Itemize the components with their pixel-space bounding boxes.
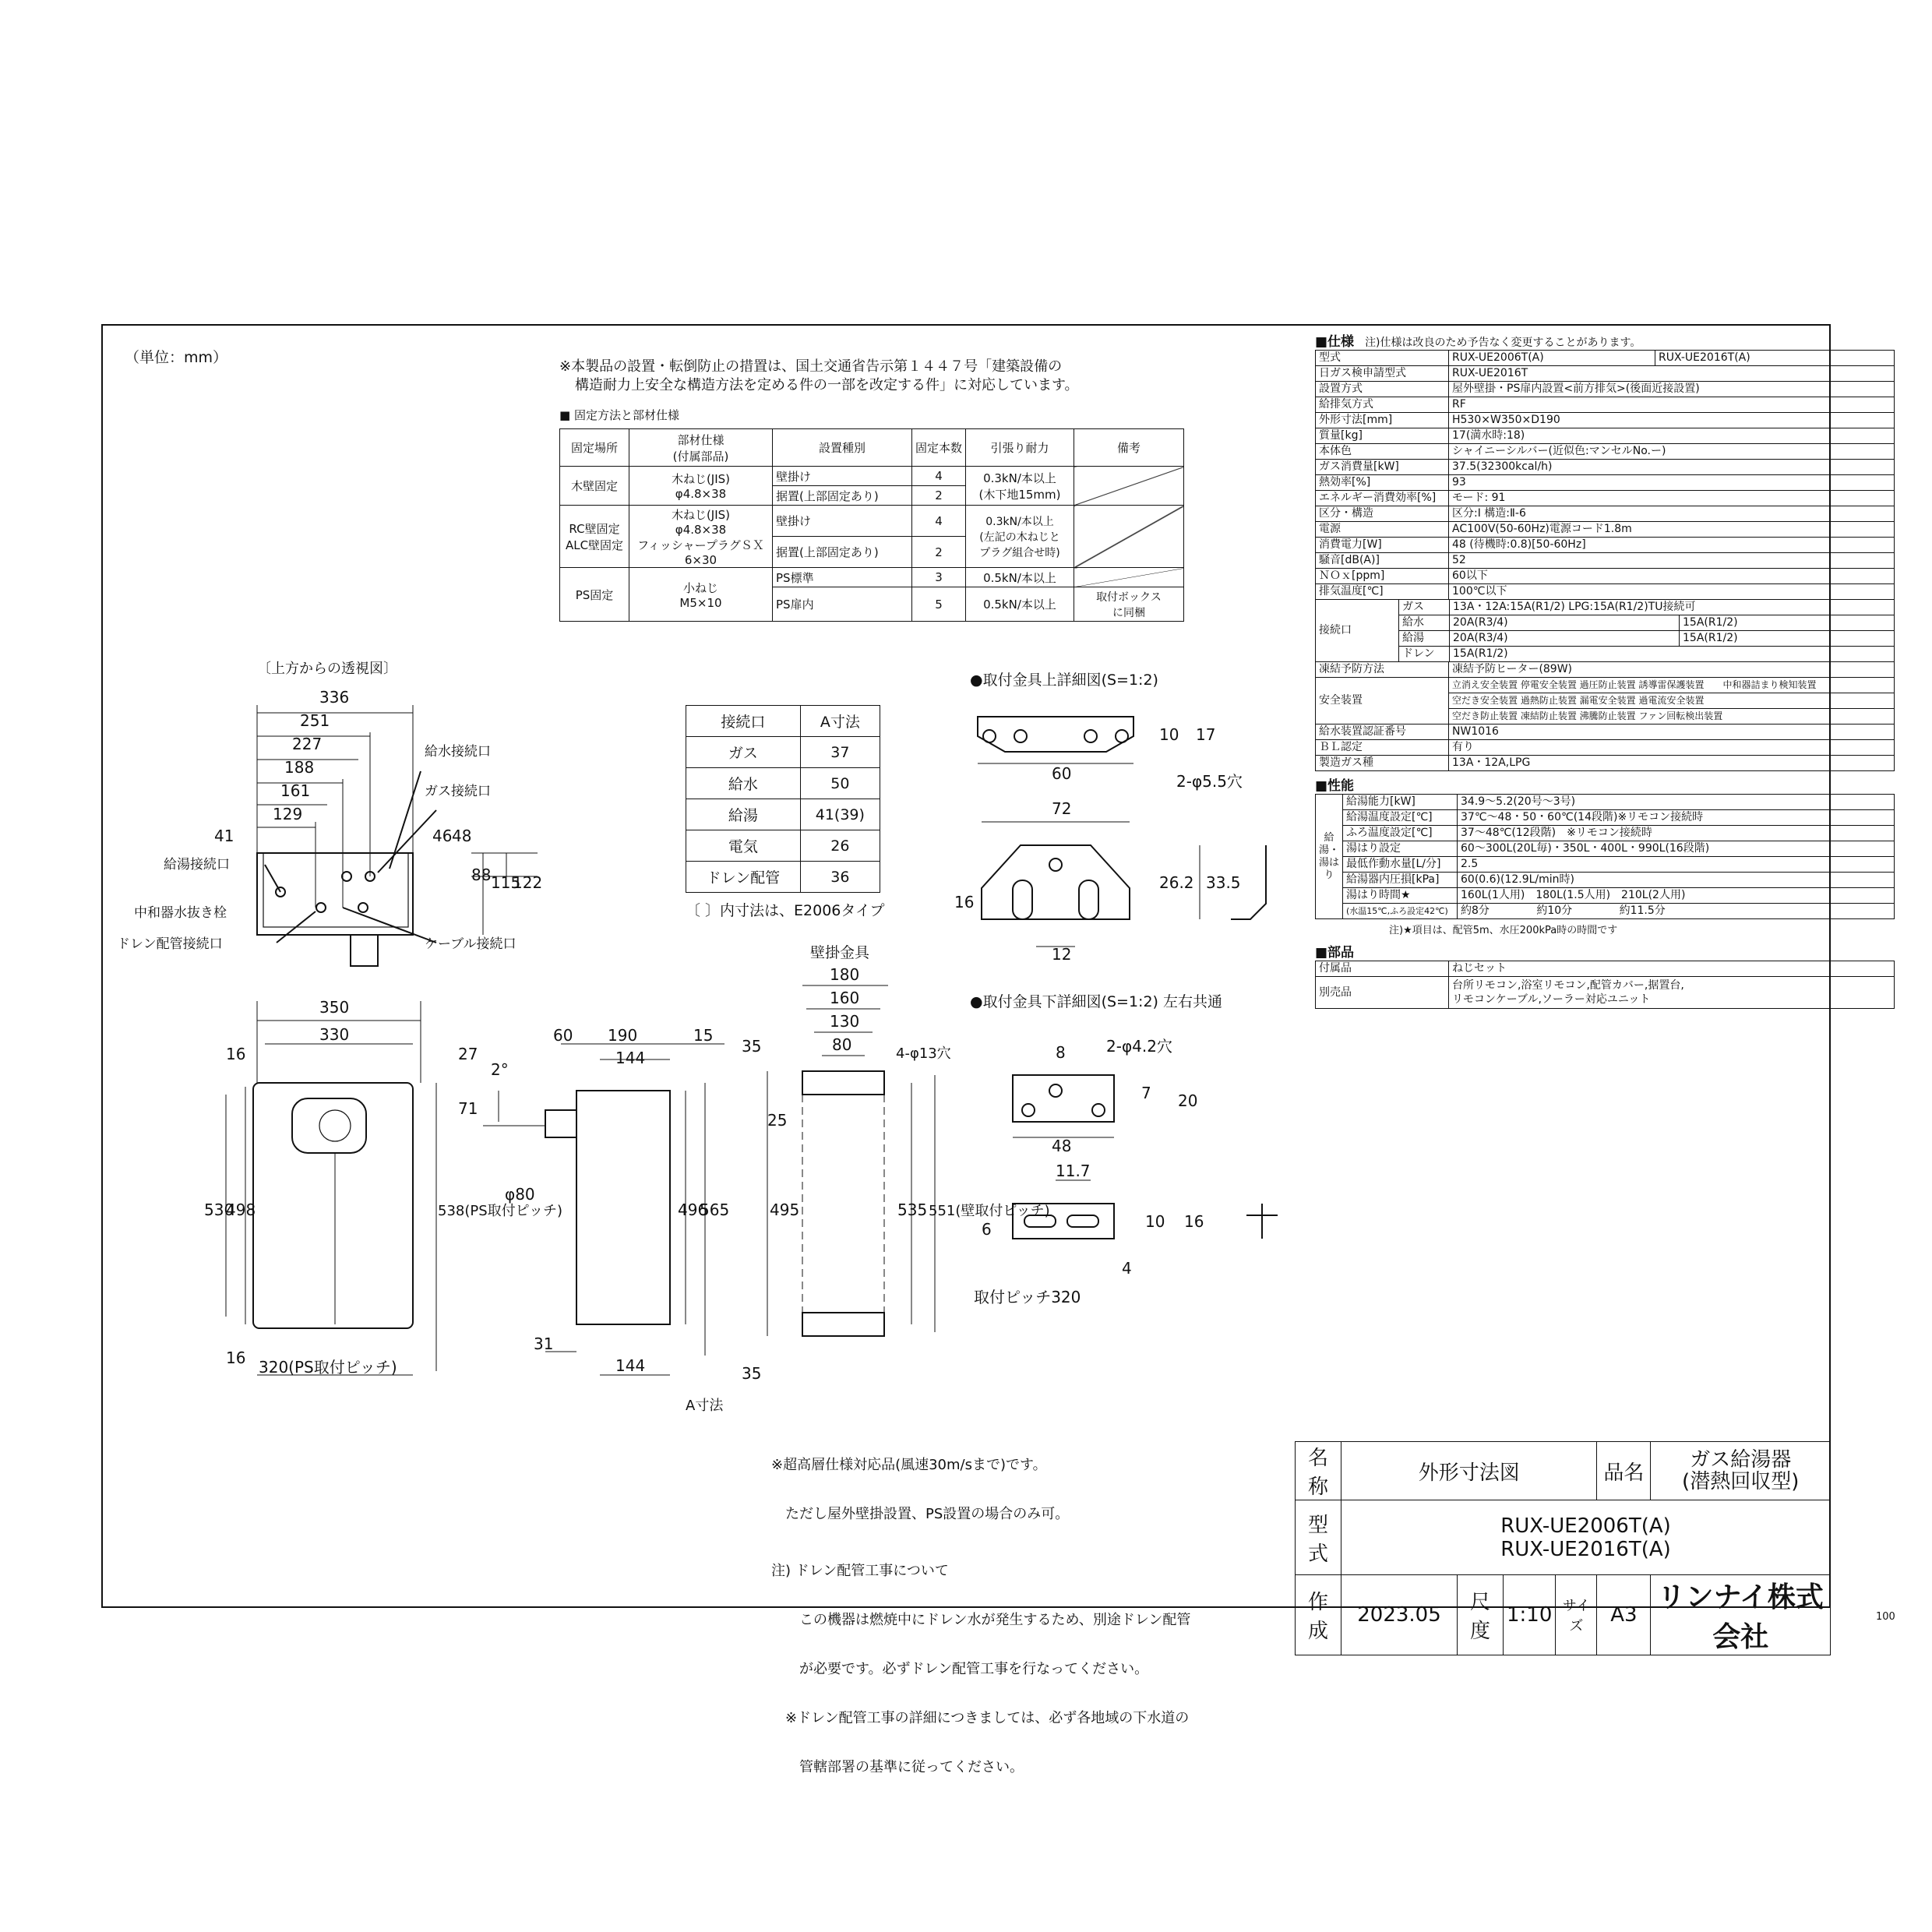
- fix-cell: 壁掛け: [773, 506, 912, 537]
- top-view-title: 〔上方からの透視図〕: [257, 661, 397, 677]
- top-view-body: [257, 853, 413, 935]
- spec-value: 凍結予防ヒーター(89W): [1449, 662, 1895, 678]
- perf-label: (水温15℃,ふろ設定42℃): [1343, 904, 1458, 919]
- dim: 27: [458, 1045, 478, 1063]
- spec-value: 屋外壁掛・PS扉内設置<前方排気>(後面近接設置): [1449, 382, 1895, 397]
- spec-label: ＮＯｘ[ppm]: [1316, 569, 1449, 584]
- spec-value: RUX-UE2016T: [1449, 366, 1895, 382]
- note-line: 注) ドレン配管工事について: [771, 1563, 949, 1579]
- spec-value: 区分:Ⅰ 構造:Ⅱ-6: [1449, 506, 1895, 522]
- spec-value: 48 (待機時:0.8)[50-60Hz]: [1449, 538, 1895, 553]
- fix-cell: 小ねじ M5×10: [629, 568, 773, 622]
- fix-cell: 4: [912, 467, 966, 486]
- perf-note: 注)★項目は、配管5m、水圧200kPa時の時間です: [1389, 925, 1618, 936]
- dim: 350: [319, 998, 350, 1017]
- spec-label: 接続口: [1316, 600, 1399, 662]
- perf-label: 湯はり設定: [1343, 841, 1458, 857]
- title-block: [1295, 1441, 1831, 1655]
- spec-value: 15A(R1/2): [1680, 631, 1895, 647]
- dim: 4: [1122, 1259, 1132, 1278]
- label-water-inlet: 給水接続口: [425, 744, 491, 760]
- front-view-display: [292, 1098, 366, 1153]
- dim: 251: [300, 711, 330, 730]
- spec-connect-table: [1315, 599, 1895, 662]
- dim: 15: [693, 1026, 714, 1045]
- dim: 26.2: [1159, 873, 1194, 892]
- conn-cell: 電気: [686, 830, 801, 862]
- spec-label: 排気温度[℃]: [1316, 584, 1449, 600]
- dim: 115: [491, 873, 521, 892]
- lower-detail-title: ●取付金具下詳細図(S=1:2) 左右共通: [970, 993, 1223, 1010]
- dim: 496: [678, 1200, 708, 1219]
- dim: 2-φ4.2穴: [1106, 1037, 1172, 1056]
- dim: 144: [615, 1049, 646, 1067]
- perf-value: 37～48℃(12段階) ※リモコン接続時: [1458, 826, 1895, 841]
- dim: 161: [280, 781, 311, 800]
- tb-label: サイズ: [1556, 1575, 1597, 1655]
- parts-title: ■部品: [1315, 945, 1355, 961]
- fix-cell: 0.5kN/本以上: [966, 587, 1074, 622]
- dim: 35: [742, 1364, 762, 1383]
- spec-label: 製造ガス種: [1316, 756, 1449, 771]
- dim: 10: [1145, 1212, 1165, 1231]
- spec-value: 13A・12A:15A(R1/2) LPG:15A(R1/2)TU接続可: [1450, 600, 1895, 615]
- fix-cell: 据置(上部固定あり): [773, 537, 912, 568]
- spec-label: 消費電力[W]: [1316, 538, 1449, 553]
- conn-cell: ガス: [686, 737, 801, 768]
- dim: 41: [214, 827, 234, 845]
- dim: 498: [226, 1200, 256, 1219]
- lower-bracket-top: [1013, 1075, 1114, 1122]
- spec-label: 給湯: [1399, 631, 1450, 647]
- label-hot-water-outlet: 給湯接続口: [164, 857, 230, 873]
- spec-label: 本体色: [1316, 444, 1449, 460]
- fix-cell: 0.3kN/本以上 (木下地15mm): [966, 467, 1074, 506]
- spec-label: 安全装置: [1316, 678, 1449, 724]
- perf-value: 60～300L(20L毎)・350L・400L・990L(16段階): [1458, 841, 1895, 857]
- spec-value: シャイニーシルバー(近似色:マンセルNo.ー): [1449, 444, 1895, 460]
- perf-label: 給湯器内圧損[kPa]: [1343, 873, 1458, 888]
- side-view-flue: [545, 1110, 576, 1137]
- dim: 16: [1184, 1212, 1204, 1231]
- upper-bracket-top: [978, 717, 1133, 752]
- spec-value: 20A(R3/4): [1450, 615, 1680, 631]
- spec-label: 熱効率[%]: [1316, 475, 1449, 491]
- dim: 535: [897, 1200, 928, 1219]
- dim: 538(PS取付ピッチ): [438, 1203, 562, 1219]
- fix-cell: 0.3kN/本以上 (左記の木ねじと プラグ組合せ時): [966, 506, 1074, 568]
- dim: 10: [1159, 725, 1179, 744]
- dim: 227: [292, 735, 323, 753]
- wall-bracket-bottom: [802, 1313, 884, 1336]
- conn-cell: 37: [800, 737, 880, 768]
- spec-table: [1315, 350, 1895, 600]
- perf-value: 2.5: [1458, 857, 1895, 873]
- spec-value: 立消え安全装置 停電安全装置 過圧防止装置 誘導雷保護装置 中和器詰まり検知装置: [1449, 678, 1895, 693]
- fix-cell: PS扉内: [773, 587, 912, 622]
- dim: 20: [1178, 1091, 1198, 1110]
- spec-label: 給排気方式: [1316, 397, 1449, 413]
- conn-cell: 41(39): [800, 799, 880, 830]
- front-view-body: [253, 1083, 413, 1328]
- perf-side-label: 給湯・湯はり: [1316, 795, 1343, 919]
- dim: 31: [534, 1334, 554, 1353]
- fix-header: 備考: [1074, 429, 1184, 467]
- dim: 12: [1052, 945, 1072, 964]
- note-line: ただし屋外壁掛設置、PS設置の場合のみ可。: [771, 1506, 1070, 1522]
- tb-label: 品名: [1597, 1442, 1651, 1500]
- spec-value: 空だき防止装置 凍結防止装置 沸騰防止装置 ファン回転検出装置: [1449, 709, 1895, 724]
- dim: 80: [832, 1035, 852, 1054]
- label-gas-inlet: ガス接続口: [425, 784, 491, 799]
- spec-label: 型式: [1316, 351, 1449, 366]
- spec-note: 注)仕様は改良のため予告なく変更することがあります。: [1365, 337, 1641, 349]
- parts-table: [1315, 961, 1895, 1009]
- label-drain-pipe: ドレン配管接続口: [117, 936, 223, 952]
- notice-line-2: 構造耐力上安全な構造方法を定める件の一部を改定する件」に対応しています。: [575, 377, 1079, 393]
- spec-label: 外形寸法[mm]: [1316, 413, 1449, 428]
- spec-value: 20A(R3/4): [1450, 631, 1680, 647]
- conn-header: A寸法: [800, 706, 880, 737]
- spec-value: 100℃以下: [1449, 584, 1895, 600]
- notice-line-1: ※本製品の設置・転倒防止の措置は、国土交通省告示第１４４７号「建築設備の: [559, 358, 1063, 375]
- perf-label: 最低作動水量[L/分]: [1343, 857, 1458, 873]
- dim: 160: [830, 989, 860, 1007]
- spec-value: 有り: [1449, 740, 1895, 756]
- dim: 72: [1052, 799, 1072, 818]
- label-neutralizer-drain: 中和器水抜き栓: [134, 905, 227, 921]
- spec-value: RF: [1449, 397, 1895, 413]
- note-line: ※ドレン配管工事の詳細につきましては、必ず各地域の下水道の: [771, 1710, 1190, 1726]
- dim: 2°: [491, 1060, 509, 1079]
- note-line: が必要です。必ずドレン配管工事を行なってください。: [771, 1661, 1149, 1677]
- perf-label: 湯はり時間★: [1343, 888, 1458, 904]
- perf-value: 37℃～48・50・60℃(14段階)※リモコン接続時: [1458, 810, 1895, 826]
- parts-label: 別売品: [1316, 977, 1449, 1009]
- perf-table: [1315, 794, 1895, 919]
- dim: 6: [982, 1220, 992, 1239]
- fix-cell: 3: [912, 568, 966, 587]
- spec-label: ドレン: [1399, 647, 1450, 662]
- dim: 320(PS取付ピッチ): [259, 1358, 397, 1377]
- fix-cell: 4: [912, 506, 966, 537]
- fix-cell: 2: [912, 537, 966, 568]
- conn-cell: 36: [800, 862, 880, 893]
- note-line: ※超高層仕様対応品(風速30m/sまで)です。: [771, 1457, 1047, 1473]
- tb-label: 作成: [1296, 1575, 1341, 1655]
- fix-header: 部材仕様 (付属部品): [629, 429, 773, 467]
- fix-cell: 木ねじ(JIS) φ4.8×38: [629, 467, 773, 506]
- spec-label: エネルギー消費効率[%]: [1316, 491, 1449, 506]
- dim: 88: [471, 866, 492, 884]
- dim: 35: [742, 1037, 762, 1056]
- tb-size: A3: [1597, 1575, 1651, 1655]
- fix-cell: 2: [912, 486, 966, 506]
- dim: 11.7: [1056, 1162, 1091, 1180]
- dim: 122: [513, 873, 543, 892]
- dim: 60: [1052, 764, 1072, 783]
- spec-label: 凍結予防方法: [1316, 662, 1449, 678]
- spec-safety-table: [1315, 661, 1895, 771]
- spec-value: RUX-UE2016T(A): [1655, 351, 1895, 366]
- spec-value: モード: 91: [1449, 491, 1895, 506]
- spec-label: 電源: [1316, 522, 1449, 538]
- dim: 60: [553, 1026, 573, 1045]
- conn-header: 接続口: [686, 706, 801, 737]
- bottom-notes: [771, 1424, 1190, 1792]
- tb-scale: 1:10: [1504, 1575, 1556, 1655]
- conn-cell: 50: [800, 768, 880, 799]
- dim: φ80: [505, 1185, 535, 1204]
- spec-value: NW1016: [1449, 724, 1895, 740]
- spec-value: 93: [1449, 475, 1895, 491]
- spec-section: [1315, 330, 1895, 1009]
- spec-value: 17(満水時:18): [1449, 428, 1895, 444]
- parts-label: 付属品: [1316, 961, 1449, 977]
- spec-value: 52: [1449, 553, 1895, 569]
- top-view-flue: [351, 935, 378, 966]
- dim: 144: [615, 1356, 646, 1375]
- dim: 565: [700, 1200, 730, 1219]
- conn-cell: 26: [800, 830, 880, 862]
- dim: 16: [226, 1045, 246, 1063]
- spec-value: 37.5(32300kcal/h): [1449, 460, 1895, 475]
- spec-label: 区分・構造: [1316, 506, 1449, 522]
- fix-cell: 取付ボックス に同梱: [1074, 587, 1184, 622]
- wall-bracket-top: [802, 1071, 884, 1095]
- fix-header: 固定本数: [912, 429, 966, 467]
- dim: 129: [273, 805, 303, 823]
- tb-date: 2023.05: [1341, 1575, 1458, 1655]
- perf-value: 約8分 約10分 約11.5分: [1458, 904, 1895, 919]
- perf-value: 160L(1人用) 180L(1.5人用) 210L(2人用): [1458, 888, 1895, 904]
- dim: 17: [1196, 725, 1216, 744]
- tb-label: 尺度: [1458, 1575, 1504, 1655]
- dim: 48: [452, 827, 472, 845]
- dim: 530: [204, 1200, 234, 1219]
- dim: 2-φ5.5穴: [1176, 772, 1243, 791]
- spec-label: ガス: [1399, 600, 1450, 615]
- spec-value: 15A(R1/2): [1680, 615, 1895, 631]
- fixing-title: ■ 固定方法と部材仕様: [559, 408, 679, 422]
- note-line: 管轄部署の基準に従ってください。: [771, 1759, 1024, 1775]
- dim: 336: [319, 688, 350, 707]
- unit-note: （単位：mm）: [125, 349, 228, 366]
- dim: 25: [767, 1111, 788, 1130]
- spec-value: H530×W350×D190: [1449, 413, 1895, 428]
- dim: 190: [608, 1026, 638, 1045]
- dim: A寸法: [686, 1398, 724, 1414]
- dim: 16: [226, 1349, 246, 1367]
- perf-title: ■性能: [1315, 778, 1355, 794]
- fix-header: 固定場所: [560, 429, 629, 467]
- spec-value: 60以下: [1449, 569, 1895, 584]
- fix-cell: 据置(上部固定あり): [773, 486, 912, 506]
- spec-label: 騒音[dB(A)]: [1316, 553, 1449, 569]
- spec-label: ＢＬ認定: [1316, 740, 1449, 756]
- dim: 46: [432, 827, 453, 845]
- fix-cell: PS標準: [773, 568, 912, 587]
- page-number: 100: [1876, 1611, 1895, 1623]
- side-view-body: [576, 1091, 670, 1324]
- spec-value: 15A(R1/2): [1450, 647, 1895, 662]
- dim: 8: [1056, 1043, 1066, 1062]
- connection-note: 〔 〕内寸法は、E2006タイプ: [686, 902, 885, 919]
- perf-value: 60(0.6)(12.9L/min時): [1458, 873, 1895, 888]
- spec-label: 質量[kg]: [1316, 428, 1449, 444]
- dim: 71: [458, 1099, 478, 1118]
- dim: 188: [284, 758, 315, 777]
- wall-bracket-title: 壁掛金具: [810, 944, 870, 961]
- note-line: この機器は燃焼中にドレン水が発生するため、別途ドレン配管: [771, 1612, 1191, 1628]
- tb-name: 外形寸法図: [1341, 1442, 1597, 1500]
- spec-value: 13A・12A,LPG: [1449, 756, 1895, 771]
- fix-cell: 5: [912, 587, 966, 622]
- fix-cell: 0.5kN/本以上: [966, 568, 1074, 587]
- spec-title: ■仕様: [1315, 334, 1355, 350]
- spec-label: 給水: [1399, 615, 1450, 631]
- fix-cell: RC壁固定 ALC壁固定: [560, 506, 629, 568]
- dim: 130: [830, 1012, 860, 1031]
- fix-cell: 壁掛け: [773, 467, 912, 486]
- conn-cell: ドレン配管: [686, 862, 801, 893]
- perf-label: 給湯能力[kW]: [1343, 795, 1458, 810]
- fix-cell: PS固定: [560, 568, 629, 622]
- spec-value: 空だき安全装置 過熱防止装置 漏電安全装置 過電流安全装置: [1449, 693, 1895, 709]
- spec-value: RUX-UE2006T(A): [1449, 351, 1655, 366]
- perf-value: 34.9～5.2(20号～3号): [1458, 795, 1895, 810]
- tb-company: リンナイ株式会社: [1651, 1575, 1831, 1655]
- dim: 330: [319, 1025, 350, 1044]
- spec-label: 設置方式: [1316, 382, 1449, 397]
- spec-label: 給水装置認証番号: [1316, 724, 1449, 740]
- fix-header: 設置種別: [773, 429, 912, 467]
- tb-label: 名称: [1296, 1442, 1341, 1500]
- fix-header: 引張り耐力: [966, 429, 1074, 467]
- dim: 551(壁取付ピッチ): [929, 1203, 1050, 1219]
- conn-cell: 給水: [686, 768, 801, 799]
- conn-cell: 給湯: [686, 799, 801, 830]
- fix-cell: 木ねじ(JIS) φ4.8×38 フィッシャープラグＳＸ 6×30: [629, 506, 773, 568]
- tb-model: RUX-UE2006T(A) RUX-UE2016T(A): [1341, 1500, 1831, 1575]
- perf-label: 給湯温度設定[℃]: [1343, 810, 1458, 826]
- fix-cell: 木壁固定: [560, 467, 629, 506]
- spec-label: ガス消費量[kW]: [1316, 460, 1449, 475]
- tb-product: ガス給湯器 (潜熱回収型): [1651, 1442, 1831, 1500]
- label-cable-inlet: ケーブル接続口: [425, 936, 516, 952]
- dim: 48: [1052, 1137, 1072, 1155]
- upper-detail-title: ●取付金具上詳細図(S=1:2): [970, 672, 1158, 689]
- parts-value: 台所リモコン,浴室リモコン,配管カバー,据置台, リモコンケーブル,ソーラー対応ユニット: [1449, 977, 1895, 1009]
- upper-bracket-front: [982, 845, 1130, 919]
- spec-label: 日ガス検申請型式: [1316, 366, 1449, 382]
- dim: 取付ピッチ320: [974, 1288, 1081, 1306]
- tb-label: 型式: [1296, 1500, 1341, 1575]
- perf-label: ふろ温度設定[℃]: [1343, 826, 1458, 841]
- parts-value: ねじセット: [1449, 961, 1895, 977]
- dim: 33.5: [1206, 873, 1241, 892]
- dim: 180: [830, 965, 860, 984]
- dim: 495: [770, 1200, 800, 1219]
- dim: 7: [1141, 1084, 1151, 1102]
- dim: 16: [954, 893, 975, 911]
- dim: 4-φ13穴: [896, 1045, 951, 1062]
- spec-value: AC100V(50-60Hz)電源コード1.8m: [1449, 522, 1895, 538]
